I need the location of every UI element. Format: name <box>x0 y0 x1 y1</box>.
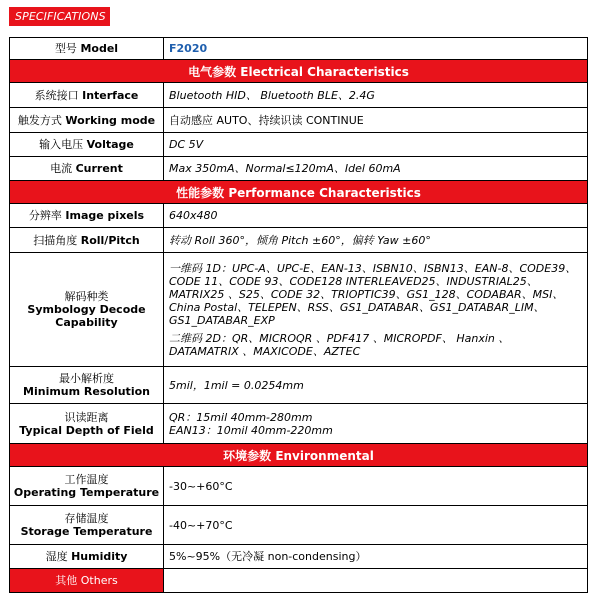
storage-temp-label: 存储温度 Storage Temperature <box>10 506 164 545</box>
others-value <box>164 569 588 593</box>
roll-pitch-value: 转动 Roll 360°，倾角 Pitch ±60°，偏转 Yaw ±60° <box>164 228 588 253</box>
symbology-label: 解码种类 Symbology Decode Capability <box>10 253 164 367</box>
table-row-depth-of-field <box>10 404 588 444</box>
symbology-2d-list: 二维码 2D：QR、MICROQR 、PDF417 、MICROPDF、 Hanxin 、 DATAMATRIX 、MAXICODE、AZTEC <box>169 331 510 358</box>
depth-of-field-label: 识读距离 Typical Depth of Field <box>10 404 164 444</box>
table-row-others <box>10 569 588 593</box>
others-label: 其他 Others <box>10 569 164 593</box>
voltage-value: DC 5V <box>164 133 588 157</box>
min-resolution-label: 最小解析度 Minimum Resolution <box>10 367 164 404</box>
operating-temp-label: 工作温度 Operating Temperature <box>10 467 164 506</box>
current-label: 电流 Current <box>10 157 164 181</box>
voltage-label: 输入电压 Voltage <box>10 133 164 157</box>
humidity-value: 5%~95%（无冷凝 non-condensing） <box>164 545 588 569</box>
section-performance-title: 性能参数 Performance Characteristics <box>10 181 588 204</box>
model-value: F2020 <box>164 38 588 60</box>
table-row-humidity <box>10 545 588 569</box>
table-row-current <box>10 157 588 181</box>
interface-value: Bluetooth HID、 Bluetooth BLE、2.4G <box>164 83 588 108</box>
table-row-interface <box>10 83 588 108</box>
table-row-operating-temp <box>10 467 588 506</box>
section-electrical-title: 电气参数 Electrical Characteristics <box>10 60 588 83</box>
table-row-roll-pitch <box>10 228 588 253</box>
specifications-tag: SPECIFICATIONS <box>9 7 110 26</box>
min-resolution-value: 5mil，1mil = 0.0254mm <box>164 367 588 404</box>
table-row-min-resolution <box>10 367 588 404</box>
section-electrical <box>10 60 588 83</box>
section-performance <box>10 181 588 204</box>
working-mode-label: 触发方式 Working mode <box>10 108 164 133</box>
section-environmental-title: 环境参数 Environmental <box>10 444 588 467</box>
storage-temp-value: -40~+70°C <box>164 506 588 545</box>
table-row-working-mode <box>10 108 588 133</box>
table-row-model <box>10 38 588 60</box>
humidity-label: 湿度 Humidity <box>10 545 164 569</box>
table-row-symbology <box>10 253 588 367</box>
symbology-1d-list: 一维码 1D：UPC-A、UPC-E、EAN-13、ISBN10、ISBN13、EAN-8、CODE39、 CODE 11、CODE 93、CODE128 INTERLEAVED25、INDUSTRIAL25、 MATRIX25 、S25、CODE 32、TRIOPTIC39、GS1_128、CODABAR、MSI、 China Postal、TELEPEN、RSS、GS1_DATABAR、GS1_DATABAR_LIM、 GS1_DATABAR_EXP <box>169 261 577 327</box>
table-row-storage-temp <box>10 506 588 545</box>
depth-of-field-value: QR：15mil 40mm-280mm EAN13：10mil 40mm-220mm <box>164 404 588 444</box>
working-mode-value: 自动感应 AUTO、持续识读 CONTINUE <box>164 108 588 133</box>
interface-label: 系统接口 Interface <box>10 83 164 108</box>
image-pixels-label: 分辨率 Image pixels <box>10 204 164 228</box>
table-row-voltage <box>10 133 588 157</box>
table-row-image-pixels <box>10 204 588 228</box>
section-environmental <box>10 444 588 467</box>
specifications-table <box>9 37 588 593</box>
operating-temp-value: -30~+60°C <box>164 467 588 506</box>
symbology-value <box>164 253 588 367</box>
image-pixels-value: 640x480 <box>164 204 588 228</box>
current-value: Max 350mA、Normal≤120mA、Idel 60mA <box>164 157 588 181</box>
model-label: 型号 Model <box>10 38 164 60</box>
roll-pitch-label: 扫描角度 Roll/Pitch <box>10 228 164 253</box>
